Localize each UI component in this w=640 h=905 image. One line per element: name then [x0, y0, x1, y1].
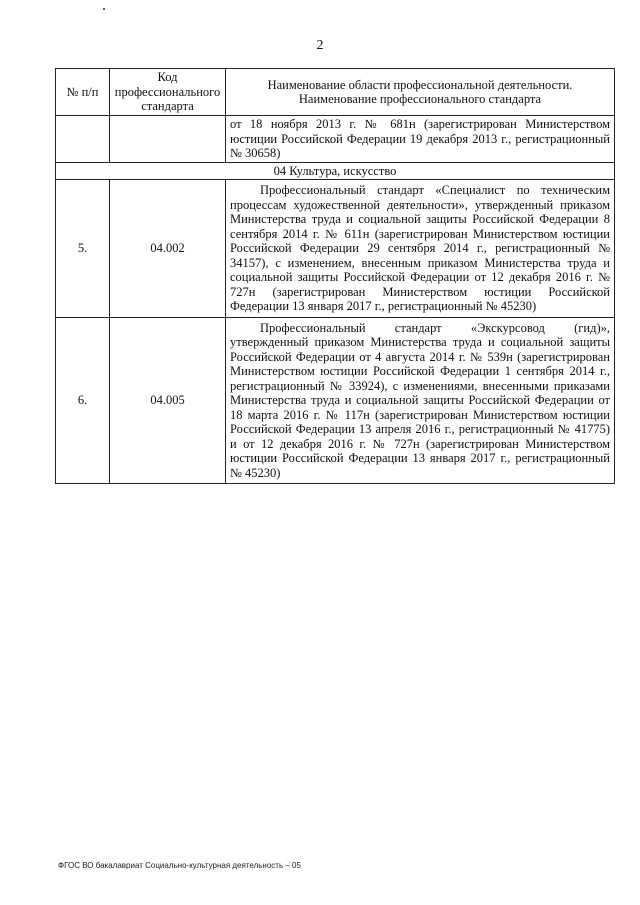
header-num: № п/п [56, 69, 110, 116]
cell-num [56, 116, 110, 163]
cell-code: 04.002 [110, 180, 226, 318]
page-number: 2 [316, 38, 324, 53]
scan-speck [103, 8, 105, 10]
document-footer: ФГОС ВО бакалавриат Социально-культурная деятельность – 05 [58, 861, 301, 870]
cell-text: от 18 ноября 2013 г. № 681н (зарегистрирован Министерством юстиции Российской Федерации 19 декабря 2013 г., регистрационный № 30658) [226, 116, 615, 163]
cell-text: Профессиональный стандарт «Экскурсовод (гид)», утвержденный приказом Министерства труда и социальной защиты Российской Федерации от 4 августа 2014 г. № 539н (зарегистрирован Министерством юстиции Российской Федерации 1 сентября 2014 г., регистрационный № 33924), с изменениями, внесенными приказами Министерства труда и социальной защиты Российской Федерации от 18 марта 2016 г. № 117н (зарегистрирован Министерством юстиции Российской Федерации 13 апреля 2016 г., регистрационный № 41775) и от 12 декабря 2016 г. № 727н (зарегистрирован Министерством юстиции Российской Федерации 13 января 2017 г., регистрационный № 45230) [226, 317, 615, 484]
header-name: Наименование области профессиональной деятельности. Наименование профессионального стандарта [226, 69, 615, 116]
table-row [56, 180, 615, 318]
cell-code [110, 116, 226, 163]
table-row-continuation [56, 116, 615, 163]
table-row [56, 317, 615, 484]
cell-code: 04.005 [110, 317, 226, 484]
table-section-row [56, 162, 615, 180]
cell-text: Профессиональный стандарт «Специалист по техническим процессам художественной деятельности», утвержденный приказом Министерства труда и социальной защиты Российской Федерации 8 сентября 2014 г. № 611н (зарегистрирован Министерством юстиции Российской Федерации 29 сентября 2014 г., регистрационный № 34157), с изменением, внесенным приказом Министерства труда и социальной защиты Российской Федерации от 12 декабря 2016 г. № 727н (зарегистрирован Министерством юстиции Российской Федерации 13 января 2017 г., регистрационный № 45230) [226, 180, 615, 318]
standards-table [55, 68, 615, 484]
cell-num: 5. [56, 180, 110, 318]
table-header-row [56, 69, 615, 116]
header-code: Код профессионального стандарта [110, 69, 226, 116]
section-title: 04 Культура, искусство [56, 162, 615, 180]
cell-num: 6. [56, 317, 110, 484]
